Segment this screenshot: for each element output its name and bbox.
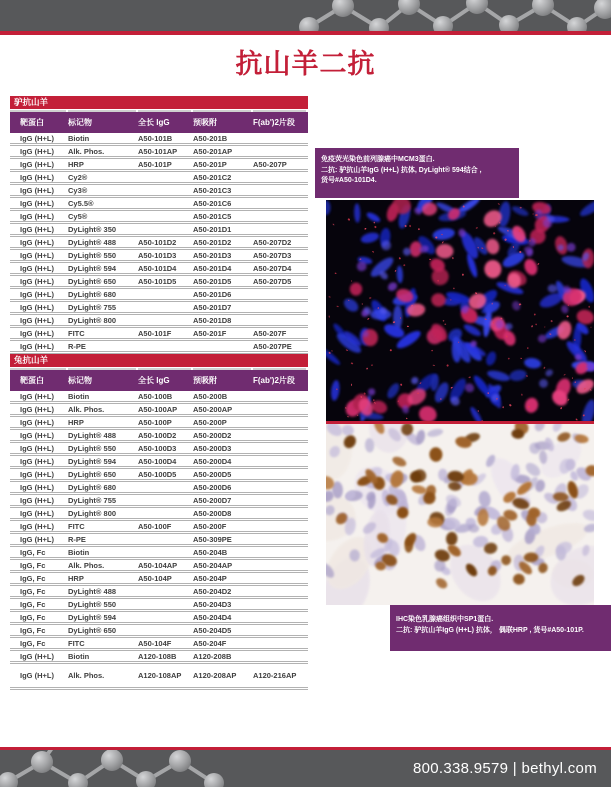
table-row [10, 534, 308, 547]
table-cell: IgG, Fc [20, 573, 46, 583]
table-cell: HRP [68, 417, 84, 427]
column-header: 标记物 [68, 376, 92, 385]
table-cell: IgG, Fc [20, 625, 46, 635]
footer-contact [413, 760, 597, 777]
table-cell: DyLight® 550 [68, 443, 117, 453]
table-cell: A50-201D2 [193, 237, 232, 247]
column-header: 全长 IgG [138, 118, 170, 127]
table-row [10, 560, 308, 573]
table-cell: DyLight® 680 [68, 289, 117, 299]
table-cell: IgG (H+L) [20, 276, 54, 286]
table-row [10, 443, 308, 456]
table-cell: A50-200F [193, 521, 227, 531]
table-cell: A50-204D2 [193, 586, 232, 596]
table-cell: A50-204P [193, 573, 227, 583]
table-cell: IgG (H+L) [20, 456, 54, 466]
column-header: 全长 IgG [138, 376, 170, 385]
molecule-pattern-icon [291, 0, 611, 31]
table-cell: A50-100D3 [138, 443, 177, 453]
ihc-micrograph-image [326, 424, 594, 605]
table-cell: A50-204D3 [193, 599, 232, 609]
table-cell: A50-101B [138, 133, 173, 143]
table-cell: FITC [68, 638, 85, 648]
table-cell: A50-207F [253, 328, 287, 338]
table-row [10, 547, 308, 560]
if-caption-line: 货号#A50-101D4. [321, 177, 377, 184]
table-row [10, 185, 308, 198]
table-row [10, 172, 308, 185]
table-cell: DyLight® 650 [68, 276, 117, 286]
table-cell: Alk. Phos. [68, 560, 105, 570]
table-cell: A50-207D3 [253, 250, 292, 260]
table-cell: A50-201C2 [193, 172, 232, 182]
table-cell: Biotin [68, 133, 90, 143]
table-cell: A50-200P [193, 417, 227, 427]
table-cell: IgG (H+L) [20, 185, 54, 195]
table-cell: IgG (H+L) [20, 198, 54, 208]
table-row [10, 469, 308, 482]
table-cell: A50-201D7 [193, 302, 232, 312]
table-cell: A120-216AP [253, 670, 297, 680]
table-cell: IgG, Fc [20, 612, 46, 622]
if-caption-line: 免疫荧光染色前列腺癌中MCM3蛋白. [321, 156, 435, 163]
table-cell: A50-101F [138, 328, 172, 338]
table-cell: A50-100D4 [138, 456, 177, 466]
table-cell: IgG (H+L) [20, 133, 54, 143]
table-cell: DyLight® 594 [68, 263, 117, 273]
if-caption-line: 二抗: 驴抗山羊IgG (H+L) 抗体, DyLight® 594结合 , [321, 166, 482, 174]
table-cell: A50-201B [193, 133, 228, 143]
table-row [10, 211, 308, 224]
table-cell: IgG (H+L) [20, 237, 54, 247]
table-row [10, 456, 308, 469]
table-cell: A50-100B [138, 391, 173, 401]
table-row [10, 237, 308, 250]
table-cell: A50-100F [138, 521, 172, 531]
table-cell: IgG, Fc [20, 547, 46, 557]
table-cell: Biotin [68, 651, 90, 661]
table-cell: R-PE [68, 341, 86, 351]
table-row [10, 586, 308, 599]
table-row [10, 289, 308, 302]
table-cell: IgG, Fc [20, 586, 46, 596]
table-cell: A50-100P [138, 417, 172, 427]
table-cell: A50-200D8 [193, 508, 232, 518]
table-row [10, 133, 308, 146]
table-cell: IgG (H+L) [20, 670, 54, 680]
table-row [10, 417, 308, 430]
table-cell: R-PE [68, 534, 86, 544]
table-cell: A50-201P [193, 159, 227, 169]
section-header: 驴抗山羊 [10, 96, 308, 109]
table-cell: A50-201D5 [193, 276, 232, 286]
table-row [10, 521, 308, 534]
table-row [10, 638, 308, 651]
table-cell: A50-200B [193, 391, 228, 401]
table-cell: DyLight® 550 [68, 599, 117, 609]
table-cell: A50-204AP [193, 560, 233, 570]
column-header: 预吸附 [193, 118, 217, 127]
table-cell: DyLight® 755 [68, 495, 117, 505]
table-cell: IgG, Fc [20, 638, 46, 648]
table-cell: A50-207D2 [253, 237, 292, 247]
table-cell: A50-200D5 [193, 469, 232, 479]
table-row [10, 482, 308, 495]
table-cell: A50-200D4 [193, 456, 232, 466]
molecule-pattern-icon [0, 750, 230, 787]
table-cell: Biotin [68, 391, 90, 401]
if-caption [315, 148, 519, 198]
table-cell: A50-201D4 [193, 263, 232, 273]
table-gap-strip [10, 367, 308, 370]
table-row [10, 263, 308, 276]
table-row [10, 315, 308, 328]
top-banner [0, 0, 611, 31]
table-cell: HRP [68, 159, 84, 169]
footer-phone: 800.338.9579 [412, 760, 509, 777]
table-column-headers [10, 370, 308, 391]
table-donkey-anti-goat [10, 96, 308, 354]
table-row [10, 146, 308, 159]
table-cell: A50-100D2 [138, 430, 177, 440]
table-cell: A120-208B [193, 651, 232, 661]
table-cell: A50-101D2 [138, 237, 177, 247]
table-cell: A50-101D5 [138, 276, 177, 286]
column-header: 靶蛋白 [20, 118, 44, 127]
table-cell: DyLight® 650 [68, 469, 117, 479]
table-cell: DyLight® 680 [68, 482, 117, 492]
table-row [10, 302, 308, 315]
table-cell: A50-207P [253, 159, 287, 169]
table-row [10, 391, 308, 404]
page-title: 抗山羊二抗 [235, 49, 376, 79]
table-cell: IgG (H+L) [20, 250, 54, 260]
table-row [10, 159, 308, 172]
section-header: 兔抗山羊 [10, 354, 308, 367]
table-row [10, 328, 308, 341]
table-cell: A50-201C5 [193, 211, 232, 221]
table-cell: IgG (H+L) [20, 302, 54, 312]
column-header: 靶蛋白 [20, 376, 44, 385]
table-cell: A50-204D5 [193, 625, 232, 635]
table-cell: IgG (H+L) [20, 289, 54, 299]
table-cell: Cy5® [68, 211, 88, 221]
table-cell: A50-201AP [193, 146, 233, 156]
table-cell: A50-100D5 [138, 469, 177, 479]
table-cell: A50-200D2 [193, 430, 232, 440]
table-cell: A50-104AP [138, 560, 178, 570]
table-cell: A120-108B [138, 651, 177, 661]
table-cell: A50-200AP [193, 404, 233, 414]
column-header: F(ab')2片段 [253, 376, 295, 385]
table-cell: DyLight® 550 [68, 250, 117, 260]
table-cell: DyLight® 350 [68, 224, 117, 234]
table-cell: A50-207PE [253, 341, 292, 351]
table-cell: A50-207D4 [253, 263, 292, 273]
table-cell: A50-204F [193, 638, 227, 648]
table-cell: A50-101D3 [138, 250, 177, 260]
table-cell: A120-108AP [138, 670, 182, 680]
table-cell: A50-204D4 [193, 612, 232, 622]
table-cell: FITC [68, 521, 85, 531]
table-cell: A50-201C6 [193, 198, 232, 208]
table-cell: A50-104P [138, 573, 172, 583]
table-cell: A50-201F [193, 328, 227, 338]
table-cell: IgG (H+L) [20, 404, 54, 414]
table-cell: IgG, Fc [20, 599, 46, 609]
page-footer [0, 747, 611, 787]
table-row [10, 430, 308, 443]
table-cell: A50-101D4 [138, 263, 177, 273]
if-micrograph-image [326, 200, 594, 421]
table-cell: A50-100AP [138, 404, 178, 414]
table-cell: A50-200D7 [193, 495, 232, 505]
column-header: F(ab')2片段 [253, 118, 295, 127]
table-cell: DyLight® 488 [68, 237, 117, 247]
table-cell: Alk. Phos. [68, 670, 105, 680]
table-row [10, 651, 308, 664]
table-cell: IgG (H+L) [20, 508, 54, 518]
table-cell: IgG (H+L) [20, 263, 54, 273]
footer-site: bethyl.com [521, 760, 597, 777]
table-row [10, 276, 308, 289]
table-cell: A50-101AP [138, 146, 178, 156]
table-cell: A50-201D6 [193, 289, 232, 299]
column-header: 标记物 [68, 118, 92, 127]
table-cell: DyLight® 488 [68, 430, 117, 440]
table-cell: A50-204B [193, 547, 228, 557]
table-cell: IgG (H+L) [20, 211, 54, 221]
table-row [10, 404, 308, 417]
table-cell: IgG (H+L) [20, 146, 54, 156]
table-cell: A50-200D3 [193, 443, 232, 453]
table-cell: IgG, Fc [20, 560, 46, 570]
table-cell: A50-200D6 [193, 482, 232, 492]
table-cell: DyLight® 755 [68, 302, 117, 312]
table-cell: IgG (H+L) [20, 172, 54, 182]
table-cell: A50-201D8 [193, 315, 232, 325]
table-cell: IgG (H+L) [20, 391, 54, 401]
antibody-tables [10, 96, 308, 690]
table-cell: Cy5.5® [68, 198, 94, 208]
table-cell: Alk. Phos. [68, 146, 105, 156]
ihc-caption [390, 605, 611, 651]
table-cell: Biotin [68, 547, 90, 557]
footer-separator: | [512, 760, 517, 777]
table-cell: DyLight® 488 [68, 586, 117, 596]
table-cell: A50-201D1 [193, 224, 232, 234]
table-cell: IgG (H+L) [20, 159, 54, 169]
table-cell: IgG (H+L) [20, 430, 54, 440]
table-cell: FITC [68, 328, 85, 338]
table-cell: DyLight® 650 [68, 625, 117, 635]
table-row [10, 625, 308, 638]
table-cell: DyLight® 800 [68, 508, 117, 518]
table-cell: IgG (H+L) [20, 224, 54, 234]
column-header: 预吸附 [193, 376, 217, 385]
table-rabbit-anti-goat [10, 354, 308, 690]
table-cell: IgG (H+L) [20, 315, 54, 325]
table-row [10, 508, 308, 521]
table-row [10, 664, 308, 690]
table-cell: Alk. Phos. [68, 404, 105, 414]
ihc-caption-line: 二抗: 驴抗山羊IgG (H+L) 抗体， 偶联HRP , 货号#A50-101P. [396, 626, 584, 634]
table-cell: DyLight® 594 [68, 612, 117, 622]
table-cell: IgG (H+L) [20, 341, 54, 351]
table-cell: DyLight® 594 [68, 456, 117, 466]
table-row [10, 599, 308, 612]
table-cell: A50-207D5 [253, 276, 292, 286]
table-cell: A50-101P [138, 159, 172, 169]
table-row [10, 612, 308, 625]
table-cell: IgG (H+L) [20, 534, 54, 544]
table-cell: IgG (H+L) [20, 482, 54, 492]
table-cell: Cy2® [68, 172, 88, 182]
table-cell: A50-309PE [193, 534, 232, 544]
table-cell: IgG (H+L) [20, 521, 54, 531]
table-row [10, 198, 308, 211]
header-divider [0, 31, 611, 35]
table-row [10, 495, 308, 508]
footer-bar [0, 750, 611, 787]
table-column-headers [10, 112, 308, 133]
table-cell: IgG (H+L) [20, 443, 54, 453]
table-cell: A50-104F [138, 638, 172, 648]
table-cell: HRP [68, 573, 84, 583]
table-cell: IgG (H+L) [20, 328, 54, 338]
table-cell: DyLight® 800 [68, 315, 117, 325]
table-cell: IgG (H+L) [20, 651, 54, 661]
table-row [10, 341, 308, 354]
table-cell: A120-208AP [193, 670, 237, 680]
table-row [10, 573, 308, 586]
table-gap-strip [10, 109, 308, 112]
table-cell: A50-201D3 [193, 250, 232, 260]
table-cell: IgG (H+L) [20, 417, 54, 427]
table-row [10, 224, 308, 237]
ihc-caption-line: IHC染色乳腺癌组织中SP1蛋白. [396, 616, 494, 623]
table-cell: A50-201C3 [193, 185, 232, 195]
table-cell: IgG (H+L) [20, 495, 54, 505]
table-cell: Cy3® [68, 185, 88, 195]
table-cell: IgG (H+L) [20, 469, 54, 479]
table-row [10, 250, 308, 263]
